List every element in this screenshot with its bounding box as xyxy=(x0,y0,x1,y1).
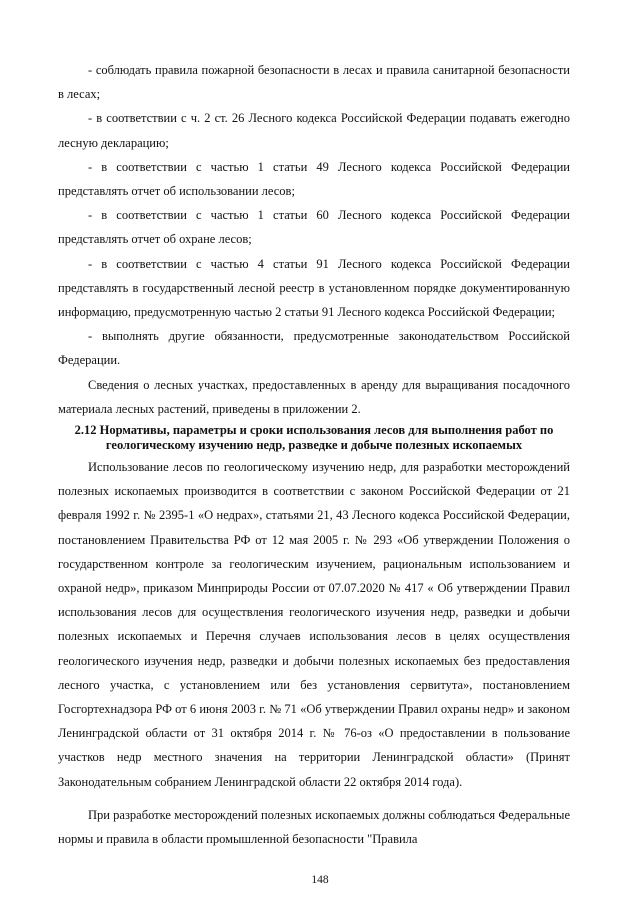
list-item-fire-safety: - соблюдать правила пожарной безопасности в лесах и правила санитарной безопасности в лесах; xyxy=(58,63,570,102)
paragraph-legal-basis: Использование лесов по геологическому изучению недр, для разработки месторождений полезных ископаемых производится в соответствии с законом Российской Федерации от 21 февраля 1992 г. № 2395-1 «О недрах», статьями 21, 43 Лесного кодекса Российской Федерации, постановлением Правительства РФ от 12 мая 2005 г. № 293 «Об утверждении Положения о государственном контроле за геологическим изучением, рациональным использованием и охраной недр», приказом Минприроды России от 07.07.2020 № 417 « Об утверждении Правил использования лесов для осуществления геологического изучения недр, разведки и добычи полезных ископаемых и Перечня случаев использования лесов в целях осуществления геологического изучения недр, разведки и добычи полезных ископаемых без предоставления лесного участка, с установлением или без установления сервитута», постановлением Госгортехнадзора РФ от 6 июня 2003 г. № 71 «Об утверждении Правил охраны недр» и законом Ленинградской области от 31 октября 2014 г. № 76-оз «О предоставлении в пользование участков недр местного значения на территории Ленинградской области» (Принят Законодательным собранием Ленинградской области 22 октября 2014 года). xyxy=(58,460,570,789)
section-body xyxy=(58,455,570,851)
list-item-forest-registry: - в соответствии с частью 4 статьи 91 Лесного кодекса Российской Федерации представлять в государственный лесной реестр в установленном порядке документированную информацию, предусмотренную частью 2 статьи 91 Лесного кодекса Российской Федерации; xyxy=(58,256,570,320)
list-item-protection-report: - в соответствии с частью 1 статьи 60 Лесного кодекса Российской Федерации представлять отчет об охране лесов; xyxy=(58,208,570,247)
section-heading: 2.12 Нормативы, параметры и сроки использования лесов для выполнения работ по геологическому изучению недр, разведке и добыче полезных ископаемых xyxy=(74,423,554,452)
list-item-usage-report: - в соответствии с частью 1 статьи 49 Лесного кодекса Российской Федерации представлять отчет об использовании лесов; xyxy=(58,159,570,199)
paragraph-appendix-reference: Сведения о лесных участках, предоставленных в аренду для выращивания посадочного материала лесных растений, приведены в приложении 2. xyxy=(58,377,570,416)
obligations-list xyxy=(58,58,570,421)
list-item-forest-declaration: - в соответствии с ч. 2 ст. 26 Лесного кодекса Российской Федерации подавать ежегодно лесную декларацию; xyxy=(58,111,570,150)
list-item-other-duties: - выполнять другие обязанности, предусмотренные законодательством Российской Федерации. xyxy=(58,329,570,368)
paragraph-safety-rules: При разработке месторождений полезных ископаемых должны соблюдаться Федеральные нормы и правила в области промышленной безопасности "Правила xyxy=(58,807,570,847)
page-number: 148 xyxy=(311,874,329,886)
